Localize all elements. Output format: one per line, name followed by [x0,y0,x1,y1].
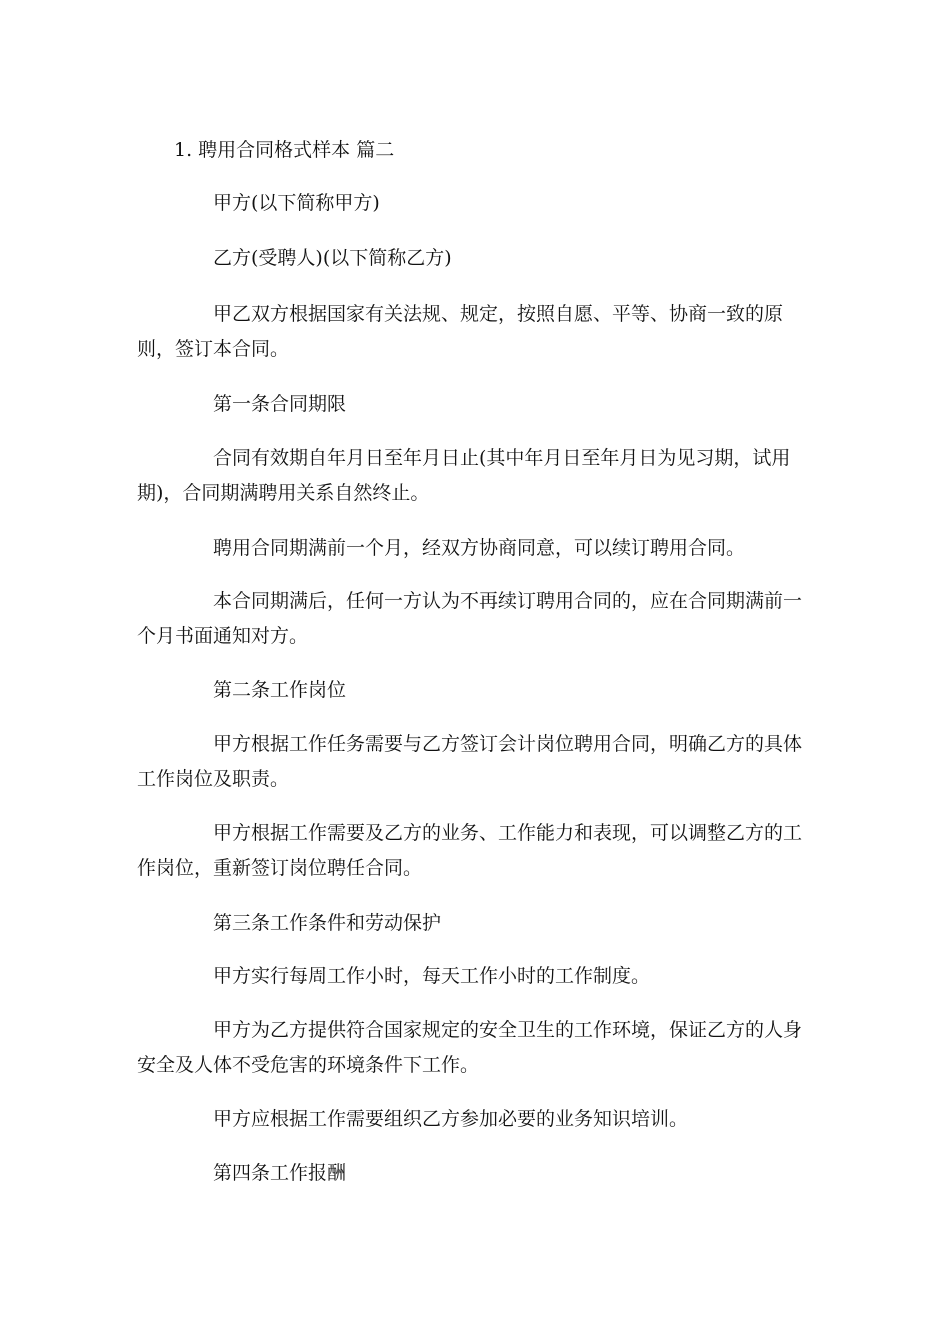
article-3-paragraph-2: 甲方为乙方提供符合国家规定的安全卫生的工作环境，保证乙方的人身安全及人体不受危害的环境条件下工作。 [137,1019,803,1076]
article-2-paragraph-2: 甲方根据工作需要及乙方的业务、工作能力和表现，可以调整乙方的工作岗位，重新签订岗位聘任合同。 [137,822,803,879]
article-1-paragraph-1: 合同有效期自年月日至年月日止(其中年月日至年月日为见习期，试用期)，合同期满聘用关系自然终止。 [137,447,791,504]
party-b-line: 乙方(受聘人)(以下简称乙方) [213,247,452,269]
article-4-title: 第四条工作报酬 [213,1162,347,1184]
document-heading: 1. 聘用合同格式样本 篇二 [174,139,395,161]
article-3-title: 第三条工作条件和劳动保护 [213,912,442,934]
article-2-title: 第二条工作岗位 [213,679,347,701]
party-a-line: 甲方(以下简称甲方) [213,192,380,214]
article-2-paragraph-1: 甲方根据工作任务需要与乙方签订会计岗位聘用合同，明确乙方的具体工作岗位及职责。 [137,733,803,790]
article-3-paragraph-3: 甲方应根据工作需要组织乙方参加必要的业务知识培训。 [213,1108,689,1130]
preamble-paragraph: 甲乙双方根据国家有关法规、规定，按照自愿、平等、协商一致的原则，签订本合同。 [137,303,784,360]
article-1-title: 第一条合同期限 [213,393,347,415]
article-1-paragraph-2: 聘用合同期满前一个月，经双方协商同意，可以续订聘用合同。 [213,537,746,559]
article-1-paragraph-3: 本合同期满后，任何一方认为不再续订聘用合同的，应在合同期满前一个月书面通知对方。 [137,590,803,647]
article-3-paragraph-1: 甲方实行每周工作小时，每天工作小时的工作制度。 [213,965,651,987]
